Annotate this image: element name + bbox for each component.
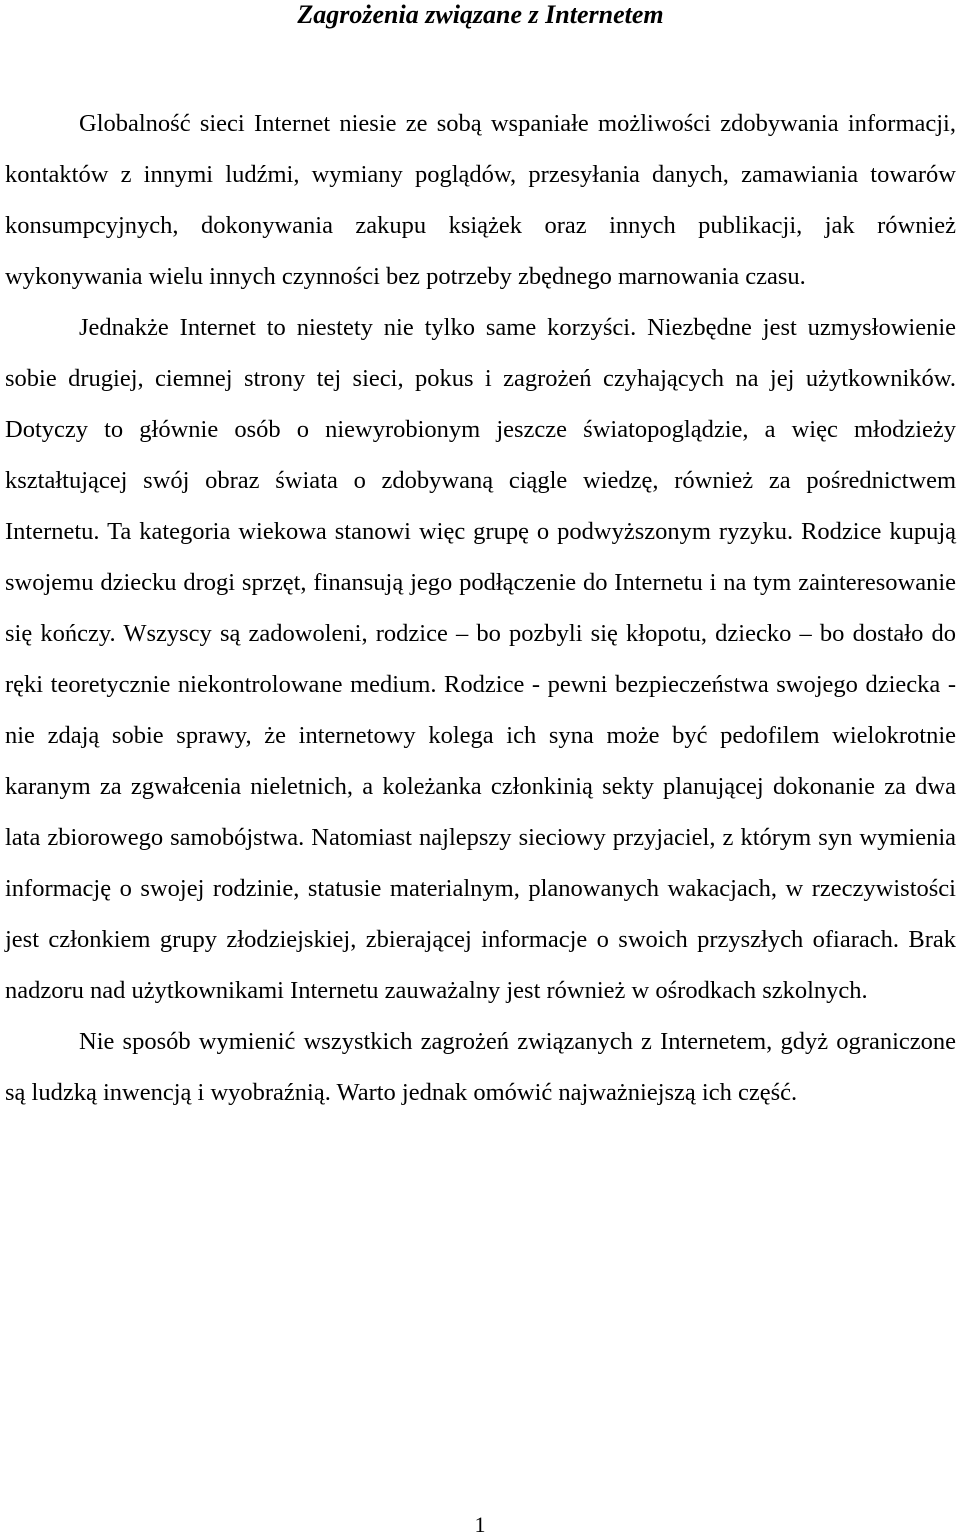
document-title: Zagrożenia związane z Internetem <box>297 0 664 29</box>
paragraph-dangers: Jednakże Internet to niestety nie tylko same korzyści. Niezbędne jest uzmysłowienie sobie drugiej, ciemnej strony tej sieci, pokus i zagrożeń czyhających na jej użytkowników. Dotyczy to głównie osób o niewyrobionym jeszcze światopoglądzie, a więc młodzieży kształtującej swój obraz świata o zdobywaną ciągle wiedzę, również za pośrednictwem Internetu. Ta kategoria wiekowa stanowi więc grupę o podwyższonym ryzyku. Rodzice kupują swojemu dziecku drogi sprzęt, finansują jego podłączenie do Internetu i na tym zainteresowanie się kończy. Wszyscy są zadowoleni, rodzice – bo pozbyli się kłopotu, dziecko – bo dostało do ręki teoretycznie niekontrolowane medium. Rodzice - pewni bezpieczeństwa swojego dziecka - nie zdają sobie sprawy, że internetowy kolega ich syna może być pedofilem wielokrotnie karanym za zgwałcenia nieletnich, a koleżanka członkinią sekty planującej dokonanie za dwa lata zbiorowego samobójstwa. Natomiast najlepszy sieciowy przyjaciel, z którym syn wymienia informację o swojej rodzinie, statusie materialnym, planowanych wakacjach, w rzeczywistości jest członkiem grupy złodziejskiej, zbierającej informacje o swoich przyszłych ofiarach. Brak nadzoru nad użytkownikami Internetu zauważalny jest również w ośrodkach szkolnych. <box>5 314 956 1004</box>
document-page <box>5 0 956 1118</box>
paragraph-conclusion: Nie sposób wymienić wszystkich zagrożeń związanych z Internetem, gdyż ograniczone są ludzką inwencją i wyobraźnią. Warto jednak omówić najważniejszą ich część. <box>5 1028 956 1106</box>
paragraph-intro: Globalność sieci Internet niesie ze sobą wspaniałe możliwości zdobywania informacji, kontaktów z innymi ludźmi, wymiany poglądów, przesyłania danych, zamawiania towarów konsumpcyjnych, dokonywania zakupu książek oraz innych publikacji, jak również wykonywania wielu innych czynności bez potrzeby zbędnego marnowania czasu. <box>5 110 956 290</box>
page-number: 1 <box>474 1512 486 1537</box>
